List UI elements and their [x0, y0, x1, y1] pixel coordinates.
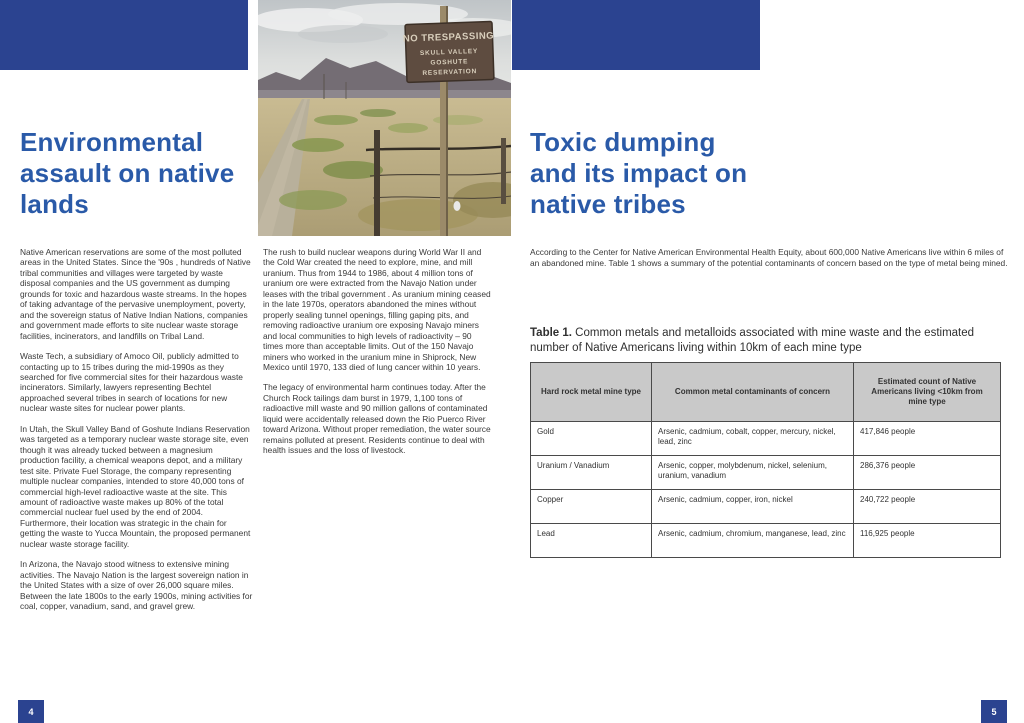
- title-line: and its impact on: [530, 158, 748, 188]
- right-page-header-band: [512, 0, 760, 70]
- paragraph: In Arizona, the Navajo stood witness to extensive mining activities. The Navajo Nation is the largest sovereign nation in the United States with a size of over 26,000 square miles. Between the late 1800s to the early 1900s, mining activities for coal, copper, vanadium, sand, and gravel grew.: [20, 559, 253, 612]
- left-page-column-1: [20, 247, 253, 622]
- cell-contaminants: Arsenic, cadmium, copper, iron, nickel: [652, 490, 854, 524]
- title-line: native tribes: [530, 189, 686, 219]
- left-page-column-2: [263, 247, 492, 466]
- header-count: Estimated count of Native Americans living <10km from mine type: [854, 363, 1001, 422]
- paragraph: The rush to build nuclear weapons during World War II and the Cold War created the need to explore, mine, and mill uranium. Thus from 1944 to 1986, about 4 million tons of uranium ore were extracted from the Navajo Nation under leases with the tribal government . As uranium mining ceased in the late 1970s, operators abandoned the mines without properly sealing tunnel openings, filling gaping pits, and removing radioactive uranium ore exposing Navajo miners and local communities to high levels of radioactivity – 90 times more than acceptable limits. Out of the 150 Navajo miners who worked in the uranium mine in Shiprock, New Mexico until 1970, 133 died of lung cancer within 10 years.: [263, 247, 491, 372]
- cell-contaminants: Arsenic, cadmium, chromium, manganese, lead, zinc: [652, 524, 854, 558]
- title-line: Toxic dumping: [530, 127, 716, 157]
- table-row: [531, 422, 1001, 456]
- table-header-row: [531, 363, 1001, 422]
- left-page-title: [20, 127, 260, 220]
- white-debris: [454, 201, 461, 211]
- title-line: assault on native: [20, 158, 235, 188]
- fence-post: [501, 138, 506, 204]
- cell-count: 116,925 people: [854, 524, 1001, 558]
- grass-clump: [360, 109, 396, 117]
- cell-mine-type: Uranium / Vanadium: [531, 456, 652, 490]
- no-trespassing-sign: [402, 21, 495, 82]
- paragraph: Waste Tech, a subsidiary of Amoco Oil, publicly admitted to contacting up to 15 tribes during the mid-1990s as they searched for five commercial sites for their hazardous waste incinerators. Similarly, lawyers representing Bechtel approached several tribes in search of locations for new nuclear waste sites for nuclear power plants.: [20, 351, 243, 414]
- page-number-left: 4: [18, 700, 44, 723]
- table-row: [531, 456, 1001, 490]
- header-mine-type: Hard rock metal mine type: [531, 363, 652, 422]
- sign-line-4: RESERVATION: [422, 68, 478, 77]
- cell-mine-type: Gold: [531, 422, 652, 456]
- paragraph: The legacy of environmental harm continues today. After the Church Rock tailings dam burst in 1979, 1,100 tons of radioactive mill waste and 90 million gallons of contaminated liquid were accidentally released down the Rio Puerco River toward Arizona. Without proper remediation, the water source remains polluted at present. Residents continue to deal with health issues and the loss of livestock.: [263, 382, 491, 456]
- left-page-header-band: [0, 0, 248, 70]
- paragraph: Native American reservations are some of the most polluted areas in the United States. Since the '90s , hundreds of Native tribal communities and villages were targeted by waste disposal companies and the US government as dumping grounds for toxic and hazardous waste streams. In the hopes of taking advantage of the pervasive unemployment, poverty, and the sovereign status of Native Indian Nations, companies and government made efforts to site nuclear waste storage facilities, incinerators, and landfills on Tribal Land.: [20, 247, 251, 341]
- grass-clump: [314, 115, 358, 125]
- right-page-intro: According to the Center for Native American Environmental Health Equity, about 600,000 Native Americans live within 6 miles of an abandoned mine. Table 1 shows a summary of the potential contaminants of concern based on the type of metal being mined.: [530, 247, 1008, 268]
- cell-mine-type: Copper: [531, 490, 652, 524]
- title-line: lands: [20, 189, 89, 219]
- sign-line-2: SKULL VALLEY: [419, 47, 479, 58]
- header-contaminants: Common metal contaminants of concern: [652, 363, 854, 422]
- reservation-photo-art: [258, 0, 511, 236]
- paragraph: In Utah, the Skull Valley Band of Goshute Indians Reservation was targeted as a temporary nuclear waste storage site, even though it was already tucked between a magnesium production facility, a chemical weapons depot, and a military test site. Private Fuel Storage, the company representing multiple nuclear companies, intended to store 40,000 tons of commercial high-level radioactive waste at the site. This amount of radioactive waste makes up 80% of the total commercial nuclear fuel used by the end of 2004. Furthermore, their location was strategic in the chain for getting the waste to Yucca Mountain, the proposed permanent nuclear waste storage facility.: [20, 423, 251, 549]
- title-line: Environmental: [20, 127, 204, 157]
- cell-count: 286,376 people: [854, 456, 1001, 490]
- sign-line-3: GOSHUTE: [430, 58, 469, 67]
- table-caption-text: Common metals and metalloids associated with mine waste and the estimated number of Native Americans living within 10km of each mine type: [530, 327, 975, 354]
- fence-post: [374, 130, 380, 236]
- table-caption-label: Table 1.: [530, 327, 572, 339]
- mine-waste-table: [530, 362, 1001, 558]
- cell-contaminants: Arsenic, copper, molybdenum, nickel, selenium, uranium, vanadium: [652, 456, 854, 490]
- table-caption: [530, 326, 988, 355]
- page-number-right: 5: [981, 700, 1007, 723]
- table-row: [531, 524, 1001, 558]
- grass-clump: [388, 123, 428, 133]
- right-page-title: [530, 127, 790, 220]
- reservation-photo: [258, 0, 511, 236]
- cell-mine-type: Lead: [531, 524, 652, 558]
- sign-line-1: NO TRESPASSING: [402, 30, 495, 45]
- cloud: [298, 25, 388, 43]
- grass-clump: [279, 190, 347, 210]
- cell-count: 240,722 people: [854, 490, 1001, 524]
- cell-count: 417,846 people: [854, 422, 1001, 456]
- cell-contaminants: Arsenic, cadmium, cobalt, copper, mercury, nickel, lead, zinc: [652, 422, 854, 456]
- table-row: [531, 490, 1001, 524]
- grass-clump: [292, 138, 344, 152]
